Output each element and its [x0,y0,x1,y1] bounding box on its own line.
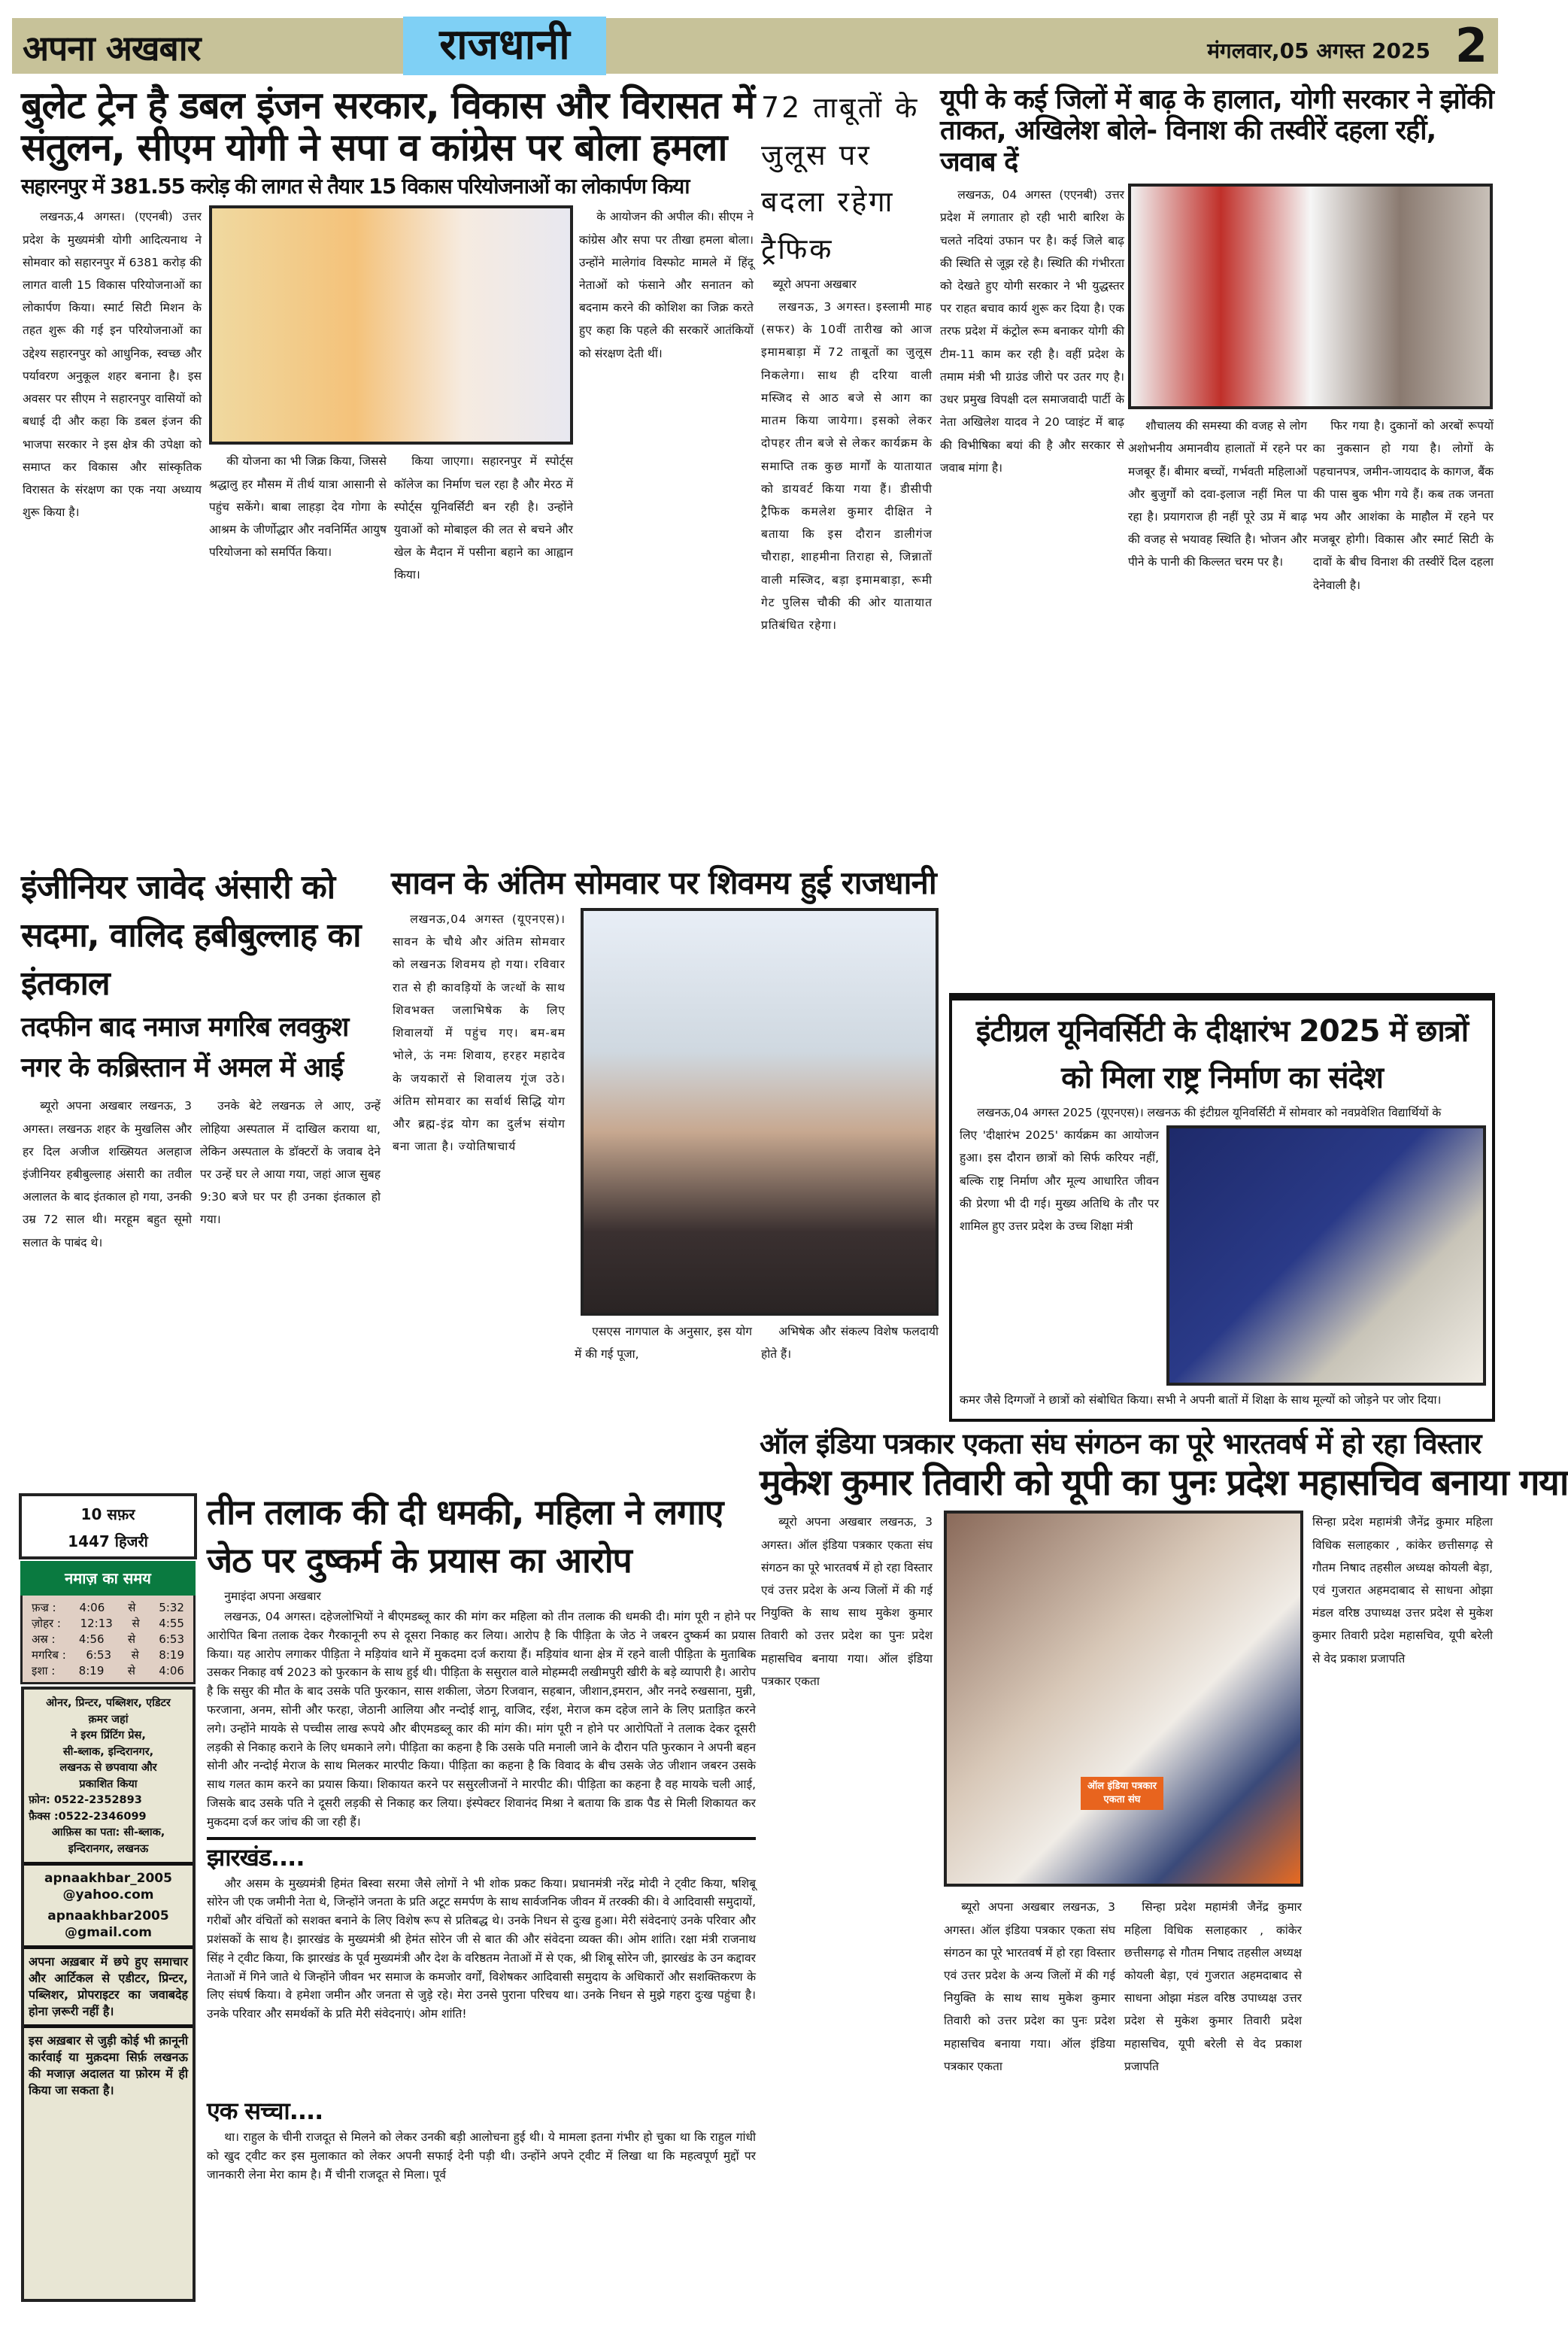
imprint-line: ने इरम प्रिंटिंग प्रेस, [71,1729,146,1741]
separator: से [128,1601,136,1614]
phone: फ़ोन: 0522-2352893 [29,1794,142,1806]
paper-name: अपना अखबार [23,28,201,68]
article-body-area [21,1095,382,1482]
prayer-name: मगरिब : [32,1648,66,1662]
story-sawan [391,864,940,1362]
page-number: 2 [1454,18,1488,73]
story-patrakar [760,1427,1568,2308]
article-body: था। राहुल के चीनी राजदूत से मिलने को लेकर उनकी बड़ी आलोचना हुई थी। ये मामला इतना गंभीर हो चुका था कि राहुल गांधी को खुद ट्वीट कर इस मुलाकात को लेकर अपनी सफाई देनी पड़ी थी। उन्होंने अपने ट्वीट में लिखा था कि महत्वपूर्ण मुद्दों पर जानकारी लेना मेरा काम है। मैं चीनी राजदूत से मिला। पूर्व [207,2130,756,2182]
time-to: 5:32 [159,1601,184,1614]
byline: ब्यूरो अपना अखबार [772,277,857,291]
story-tabut [761,84,933,858]
article-column: एसएस नागपाल के अनुसार, इस योग में की गई पूजा, [575,1325,752,1362]
time-to: 4:06 [159,1664,184,1678]
email-gmail[interactable]: apnaakhbar2005 @gmail.com [47,1908,169,1940]
article-column: लिए 'दीक्षारंभ 2025' कार्यक्रम का आयोजन हुआ। इस दौरान छात्रों को सिर्फ करियर नहीं, बल्कि राष्ट्र निर्माण और मूल्य आधारित जीवन की प्रेरणा भी दी गई। मुख्य अतिथि के तौर पर शामिल हुए उत्तर प्रदेश के उच्च शिक्षा मंत्री [960,1128,1159,1234]
namaz-row [32,1600,184,1616]
headline-sawan: सावन के अंतिम सोमवार पर शिवमय हुई राजधानी [391,864,936,901]
imprint-line: ओनर, प्रिन्टर, पब्लिशर, एडिटर [46,1697,171,1709]
time-from: 4:06 [79,1601,105,1614]
headline-flood: यूपी के कई जिलों में बाढ़ के हालात, योगी सरकार ने झोंकी ताकत, अखिलेश बोले- विनाश की तस्वीरें दहला रहीं, जवाब दें [940,84,1494,178]
article-column: सिन्हा प्रदेश महामंत्री जैनेंद्र कुमार महिला विधिक सलाहकार , कांकेर छत्तीसगढ़ से गौतम निषाद तहसील अध्यक्ष कोयली बेड़ा, एवं गुजरात अहमदाबाद से साधना ओझा मंडल वरिष्ठ उपाध्यक्ष उत्तर प्रदेश से मुकेश कुमार तिवारी प्रदेश महासचिव, यूपी बरेली से वेद प्रकाश प्रजापति [1124,1900,1302,2073]
article-column: लखनऊ,04 अगस्त (यूएनएस)। सावन के चौथे और अंतिम सोमवार को लखनऊ शिवमय हो गया। रविवार रात से ही कावड़ियों के जत्थों के साथ शिवभक्त जलाभिषेक के लिए शिवालयों में पहुंच गए। बम-बम भोले, ऊं नमः शिवाय, हरहर महादेव के जयकारों से शिवालय गूंज उठे। अंतिम सोमवार का सर्वार्थ सिद्धि योग और ब्रह्म-इंद्र योग का दुर्लभ संयोग बना जाता है। ज्योतिषाचार्य [393,912,566,1154]
photo-temple-crowd [581,908,939,1316]
headline-engineer: इंजीनियर जावेद अंसारी को सदमा, वालिद हबीबुल्लाह का इंतकाल [21,868,361,1003]
story-flood [940,84,1497,982]
namaz-row [32,1647,184,1663]
article-body-area [760,1511,1497,2308]
email-yahoo[interactable]: apnaakhbar_2005 @yahoo.com [44,1871,172,1902]
imprint-line: सी-ब्लाक, इन्दिरानगर, [62,1745,154,1758]
time-from: 8:19 [78,1664,105,1678]
divider [207,1837,756,1840]
article-body: और असम के मुख्यमंत्री हिमंत बिस्वा सरमा जैसे लोगों ने भी शोक प्रकट किया। प्रधानमंत्री नरेंद्र मोदी ने ट्वीट किया, षशिबू सोरेन जी एक जमीनी नेता थे, जिन्होंने जनता के प्रति अटूट समर्पण के साथ सार्वजनिक जीवन में तरक्की की। वे आदिवासी समुदायों, गरीबों और वंचितों को सशक्त बनाने के लिए विशेष रूप से प्रतिबद्ध थे। उनके निधन से दुःख हुआ। मेरी संवेदनाएं उनके परिवार और प्रशंसकों के साथ है। झारखंड के मुख्यमंत्री श्री हेमंत सोरेन जी से बात की और संवेदना व्यक्त की। ओम शांति। रक्षा मंत्री राजनाथ सिंह ने ट्वीट किया, कि झारखंड के पूर्व मुख्यमंत्री और देश के वरिष्ठतम नेताओं में से एक, श्री शिबू सोरेन जी, झारखंड के उन कद्दावर नेताओं में गिने जाते थे जिन्होंने जीवन भर समाज के कमजोर वर्गों, विशेषकर आदिवासी समुदाय के अधिकारों और सशक्तिकरण के लिए संघर्ष किया। वे हमेशा जमीन और जनता से जुड़े रहे। मेरा उनसे पुराना परिचय था। उनके निधन से मुझे गहरा दुःख पहुंचा है। उनके परिवार और समर्थकों के प्रति मेरी संवेदनाएं। ओम शांति! [207,1876,756,2021]
subhead-engineer: तदफीन बाद नमाज मगरिब लवकुश नगर के कब्रिस्तान में अमल में आई [21,1012,349,1084]
headline-mukesh-tiwari: मुकेश कुमार तिवारी को यूपी का पुनः प्रदेश महासचिव बनाया गया [760,1461,1568,1504]
imprint-text [29,1696,188,1793]
kicker-patrakar: ऑल इंडिया पत्रकार एकता संघ संगठन का पूरे भारतवर्ष में हो रहा विस्तार [760,1427,1482,1460]
prayer-name: अस्र : [32,1632,56,1646]
headline-integral: इंटीग्रल यूनिवर्सिटी के दीक्षारंभ 2025 में छात्रों को मिला राष्ट्र निर्माण का संदेश [975,1014,1469,1095]
photo-akhilesh-flood [1128,184,1493,409]
masthead [12,18,1498,74]
separator: से [127,1664,135,1678]
jurisdiction-note: इस अख़बार से जुड़ी कोई भी क़ानूनी कार्रवाई या मुक़दमा सिर्फ़ लखनऊ की मजाज़ अदालत या फ़ोरम में ही किया जा सकता है। [29,2033,188,2097]
headline-talaq: तीन तलाक की दी धमकी, महिला ने लगाए जेठ पर दुष्कर्म के प्रयास का आरोप [207,1492,723,1581]
namaz-title: नमाज़ का समय [20,1561,196,1596]
prayer-name: ज़ोहर : [32,1617,61,1630]
kicker-ek-sachcha: एक सच्चा.... [207,2097,323,2126]
separator: से [131,1648,139,1662]
article-column: के आयोजन की अपील की। सीएम ने कांग्रेस और सपा पर तीखा हमला बोला। उन्होंने मालेगांव विस्फोट मामले में हिंदू नेताओं को फंसाने और सनातन को बदनाम करने की कोशिश का जिक्र करते हुए कहा कि पहले की सरकारें आतंकियों को संरक्षण देती थीं। [579,210,754,360]
article-body-area [940,184,1497,982]
issue-date: मंगलवार,05 अगस्त 2025 [1207,38,1430,63]
namaz-times [20,1596,196,1684]
article-column: फिर गया है। दुकानों को अरबों रूपयों का नुकसान हो गया है। लोगों के पहचानपत्र, जमीन-जायदाद के कागज, बैंक की पास बुक भीग गये हैं। कब तक जनता भय और आशंका के माहौल में रहने पर मजबूर होगी। विकास और स्मार्ट सिटी के दावों के बीच विनाश की तस्वीरें दिल दहला देनेवाली है। [1313,419,1494,592]
article-column: ब्यूरो अपना अखबार लखनऊ, 3 अगस्त। लखनऊ शहर के मुखलिस और हर दिल अजीज शख्सियत अलहाज इंजीनियर हबीबुल्लाह अंसारी का तवील अलालत के बाद इंतकाल हो गया, उनकी उम्र 72 साल थी। मरहूम बहुत सूमो सलात के पाबंद थे। [23,1099,192,1250]
prayer-name: इशा : [32,1664,56,1678]
photo-caption: ऑल इंडिया पत्रकार एकता संघ [1081,1777,1163,1810]
story-talaq-column [205,1488,761,2308]
namaz-row [32,1616,184,1632]
office-address: आफ़िस का पता: सी-ब्लाक, इन्दिरानगर, लखनऊ [51,1826,165,1855]
imprint-box [21,1687,196,2302]
disclaimer: अपना अख़बार में छपे हुए समाचार और आर्टिकल से एडीटर, प्रिन्टर, पब्लिशर, प्रोपराइटर का जवाबदेह होना ज़रूरी नहीं है। [29,1954,188,2018]
article-column: लखनऊ, 04 अगस्त (एएनबी) उत्तर प्रदेश में लगातार हो रही भारी बारिश के चलते नदियां उफान पर है। कई जिले बाढ़ की स्थिति से जूझ रहे है। स्थिति की गंभीरता को देखते हुए योगी सरकार ने भी युद्धस्तर पर राहत बचाव कार्य शुरू कर दिया है। एक तरफ प्रदेश में कंट्रोल रूम बनाकर योगी की टीम-11 काम कर रही है। वहीं प्रदेश के तमाम मंत्री भी ग्राउंड जीरो पर उतर गए है। उधर प्रमुख विपक्षी दल समाजवादी पार्टी के नेता अखिलेश यादव ने 20 प्वाइंट में बाढ़ की विभीषिका बयां की है और सरकार से जवाब मांगा है। [940,188,1124,475]
article-column: शौचालय की समस्या की वजह से लोग अशोभनीय अमानवीय हालातों में रहने पर मजबूर हैं। बीमार बच्चों, गर्भवती महिलाओं और बुजुर्गों को दवा-इलाज नहीं मिल पा रहा है। प्रयागराज ही नहीं पूरे उप्र में बाढ़ की वजह से भयावह स्थिति है। भोजन और पीने के पानी की किल्लत चरम पर है। [1128,419,1307,569]
kicker-jharkhand: झारखंड.... [207,1842,305,1872]
prayer-name: फ़ज्र : [32,1601,56,1614]
article-body-area [761,296,933,858]
article-column: की योजना का भी जिक्र किया, जिससे श्रद्धालु हर मौसम में तीर्थ यात्रा आसानी से पहुंच सकेंगे। बाबा लाहड़ा देव गोगा के आश्रम के जीर्णोद्धार और नवनिर्मित आयुष परियोजना को समर्पित किया। [209,454,387,560]
article-column: उनके बेटे लखनऊ ले आए, उन्हें लोहिया अस्पताल में दाखिल कराया था, लेकिन अस्पताल के डॉक्टरों के जवाब देने पर उन्हें घर ले आया गया, जहां आज सुबह 9:30 बजे घर पर ही उनका इंतकाल हो गया। [200,1099,381,1227]
article-body: लखनऊ, 04 अगस्त। दहेजलोभियों ने बीएमडब्लू कार की मांग कर महिला को तीन तलाक की धमकी दी। मांग पूरी न होने पर आरोपित बिना तलाक देकर गैरकानूनी रुप से दूसरा निकाह कर लिया। आरोप है कि पीड़िता के जेठ ने जबरन दुष्कर्म का प्रयास किया। यह आरोप लगाकर पीड़िता ने मड़ियांव थाने में मुकदमा दर्ज कराया हैं। मड़ियांव थाना क्षेत्र में रहने वाली पीड़िता के मुताबिक उसकर निकाह वर्ष 2023 को फुरकान के साथ हुई थी। पीड़िता के ससुराल वाले मोहम्मदी लखीमपुरी खीरी के बड़े व्यापारी है। आरोप है कि ससुर की मौत के बाद उसके पति फुरकान, सास शकीला, जेठग रिजवान, सहबान, जीशान,इमरान, और ननदे रुखसाना, मुन्नी, फरजाना, अनम, सोनी और फरहा, जेठानी आलिया और नन्दोई शानू, वाजिद, रईश, मेराज कम दहेज लाने के लिए प्रताड़ित करने लगे। उन्होंने मायके से पच्चीस लाख रूपये और बीएमडब्लू कार की मांग की। मांग पूरी न होने पर आरोपितों ने तलाक देकर दूसरी लड़की से निकाह कराने के लिए धमकाने लगे। पीड़िता का कहना है कि उसके पति मनाली जाने के दौरान पति फुरकान ने अपनी बहन सोनी और नन्दोई मेराज के साथ मिलकर मारपीट किया। पीड़िता का कहना है कि विवाद के बीच उसके जेठ जीशान जबरन उसके साथ गलत काम करने का प्रयास किया। शिकायत करने पर ससुरलीजनों ने मारपीट की। पीड़िता का कहना है वह मायके चली आई, जिसके बाद उसके पति ने दूसरी लड़की से निकाह कर लिया। इंस्पेक्टर शिवानंद मिश्रा ने बताया कि डाक पैड से मिली शिकायत कर मुकदमा दर्ज कर जांच की जा रही हैं। [207,1610,756,1829]
separator: से [127,1632,135,1646]
namaz-row [32,1632,184,1647]
article-column: किया जाएगा। सहारनपुर में स्पोर्ट्स कॉलेज का निर्माण चल रहा है और मेरठ में स्पोर्ट्स यूनिवर्सिटी बन रही है। उन्होंने युवाओं को मोबाइल की लत से बचने और खेल के मैदान में पसीना बहाने का आह्वान किया। [394,454,573,582]
fax: फ़ैक्स :0522-2346099 [29,1810,147,1823]
hijri-year: 1447 हिजरी [68,1532,148,1550]
time-from: 4:56 [78,1632,105,1646]
time-to: 6:53 [159,1632,184,1646]
article-column: लखनऊ, 3 अगस्त। इस्लामी माह (सफर) के 10वीं तारीख को आज इमामबाड़ा में 72 ताबूतों का जुलूस निकलेगा। साथ ही दरिया वाली मस्जिद से आठ बजे से आग का मातम किया जायेगा। इसको लेकर दोपहर तीन बजे से लेकर कार्यक्रम के समाप्ति तक कुछ मार्गों के यातायात को डायवर्ट किया गया हैं। डीसीपी ट्रैफिक कमलेश कुमार दीक्षित ने बताया कि इस दौरान डालीगंज चौराहा, शाहमीना तिराहा से, जिन्नातों वाली मस्जिद, बड़ा इमामबाड़ा, रूमी गेट पुलिस चौकी की ओर यातायात प्रतिबंधित रहेगा। [761,299,933,633]
namaz-row [32,1663,184,1679]
separator: से [132,1617,140,1630]
article-column: ब्यूरो अपना अखबार लखनऊ, 3 अगस्त। ऑल इंडिया पत्रकार एकता संघ संगठन का पूरे भारतवर्ष में हो रहा विस्तार एवं उत्तर प्रदेश के अन्य जिलों में की गई नियुक्ति के साथ साथ मुकेश कुमार तिवारी को उत्तर प्रदेश का पुनः प्रदेश महासचिव बनाया गया। ऑल इंडिया पत्रकार एकता [761,1515,933,1688]
photo-university-ceremony [1166,1125,1486,1386]
time-to: 8:19 [159,1648,184,1662]
article-column: अभिषेक और संकल्प विशेष फलदायी होते हैं। [761,1325,939,1362]
imprint-line: प्रकाशित किया [79,1778,138,1790]
photo-cm-yogi-key-ceremony [209,205,573,445]
article-body-area [960,1124,1485,1389]
story-bullet-train [21,84,758,858]
time-to: 4:55 [159,1617,184,1630]
imprint-line: लखनऊ से छपवाया और [59,1762,157,1774]
imprint-line: क़मर जहां [88,1713,129,1726]
subhead-saharanpur: सहारनपुर में 381.55 करोड़ की लागत से तैयार 15 विकास परियोजनाओं का लोकार्पण किया [21,174,690,199]
byline: नुमाइंदा अपना अखबार [224,1589,321,1603]
headline-tabut: 72 ताबूतों के जुलूस पर बदला रहेगा ट्रैफिक [761,91,920,266]
story-engineer [21,864,382,1482]
section-title: राजधानी [403,17,606,75]
article-body-area [391,908,940,1362]
time-from: 6:53 [86,1648,112,1662]
hijri-day: 10 सफ़र [80,1505,135,1523]
article-body-area [21,205,758,858]
article-column: लखनऊ,4 अगस्त। (एएनबी) उत्तर प्रदेश के मुख्यमंत्री योगी आदित्यनाथ ने सोमवार को सहारनपुर में 6381 करोड़ की लागत वाली 15 विकास परियोजनाओं का लोकार्पण किया। स्मार्ट सिटी मिशन के तहत शुरू की गई इन परियोजनाओं का उद्देश्य सहारनपुर को आधुनिक, स्वच्छ और पर्यावरण अनुकूल शहर बनाना है। इस अवसर पर सीएम ने सहारनपुर वासियों को बधाई दी और कहा कि डबल इंजन की भाजपा सरकार ने इस क्षेत्र की उपेक्षा को समाप्त कर विकास और सांस्कृतिक विरासत के संरक्षण का एक नया अध्याय शुरू किया है। [23,210,202,520]
hijri-date-box [19,1493,197,1559]
article-closing: कमर जैसे दिग्गजों ने छात्रों को संबोधित किया। सभी ने अपनी बातों में शिक्षा के साथ मूल्यों को जोड़ने पर जोर दिया। [960,1392,1442,1407]
integral-university-box [949,993,1495,1422]
article-lead: लखनऊ,04 अगस्त 2025 (यूएनएस)। लखनऊ की इंटीग्रल यूनिवर्सिटी में सोमवार को नवप्रवेशित विद्यार्थियों के [977,1106,1442,1119]
photo-collage-patrakar [944,1511,1303,1887]
article-column: ब्यूरो अपना अखबार लखनऊ, 3 अगस्त। ऑल इंडिया पत्रकार एकता संघ संगठन का पूरे भारतवर्ष में हो रहा विस्तार एवं उत्तर प्रदेश के अन्य जिलों में की गई नियुक्ति के साथ साथ मुकेश कुमार तिवारी को उत्तर प्रदेश का पुनः प्रदेश महासचिव बनाया गया। ऑल इंडिया पत्रकार एकता [944,1900,1115,2073]
headline-bullet-train: बुलेट ट्रेन है डबल इंजन सरकार, विकास और विरासत में संतुलन, सीएम योगी ने सपा व कांग्रेस पर बोला हमला [21,84,755,169]
time-from: 12:13 [80,1617,113,1630]
article-column: सिन्हा प्रदेश महामंत्री जैनेंद्र कुमार महिला विधिक सलाहकार , कांकेर छत्तीसगढ़ से गौतम निषाद तहसील अध्यक्ष कोयली बेड़ा, एवं गुजरात अहमदाबाद से साधना ओझा मंडल वरिष्ठ उपाध्यक्ष उत्तर प्रदेश से मुकेश कुमार तिवारी प्रदेश महासचिव, यूपी बरेली से वेद प्रकाश प्रजापति [1312,1515,1493,1665]
